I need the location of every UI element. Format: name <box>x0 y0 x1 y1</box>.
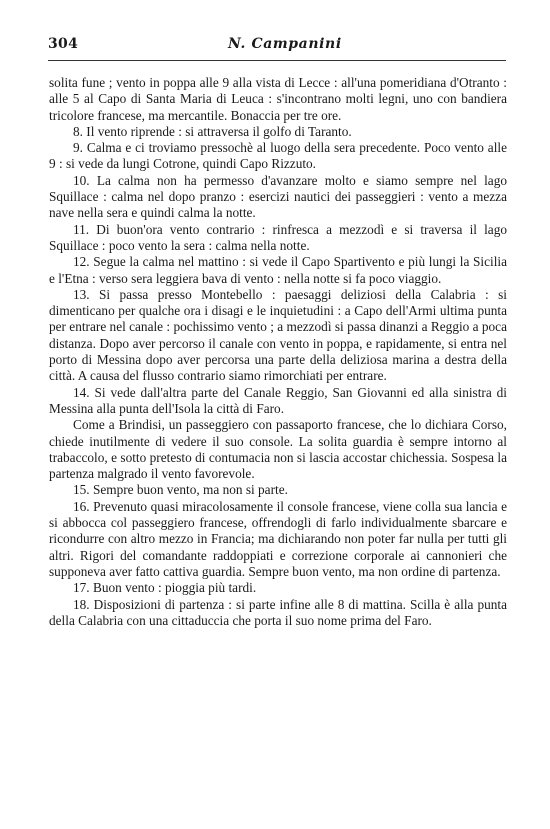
paragraph: Come a Brindisi, un passeggiero con passaporto francese, che lo dichiara Corso, chiede inutilmente di vedere il suo console. La solita guardia è sempre intorno al trabaccolo, e sotto pretesto di contumacia non si lascia accostar chichessia. Sospesa la partenza malgrado il vento favorevole. <box>49 417 507 482</box>
paragraph: 18. Disposizioni di partenza : si parte infine alle 8 di mattina. Scilla è alla punta della Calabria con una cittaduccia che porta il suo nome prima del Faro. <box>49 596 507 628</box>
paragraph: 11. Di buon'ora vento contrario : rinfresca a mezzodì e si traversa il lago Squillace : poco vento la sera : calma nella notte. <box>49 221 507 253</box>
paragraph: 14. Si vede dall'altra parte del Canale Reggio, San Giovanni ed alla sinistra di Messina alla punta dell'Isola la città di Faro. <box>49 384 507 416</box>
page-number: 304 <box>48 36 79 52</box>
paragraph: 8. Il vento riprende : si attraversa il golfo di Taranto. <box>73 123 352 139</box>
paragraph: 15. Sempre buon vento, ma non si parte. <box>73 482 288 498</box>
paragraph: 17. Buon vento : pioggia più tardi. <box>73 580 257 596</box>
paragraph: 10. La calma non ha permesso d'avanzare molto e siamo sempre nel lago Squillace : calma nel dopo pranzo : esercizi nautici dei passeggieri : vento a mezza nave nella sera e quindi calma la notte. <box>49 172 507 221</box>
paragraph: 12. Segue la calma nel mattino : si vede il Capo Spartivento e più lungi la Sicilia e l'Etna : verso sera leggiera bava di vento : nella notte si fa poco viaggio. <box>49 254 507 286</box>
paragraph: solita fune ; vento in poppa alle 9 alla vista di Lecce : all'una pomeridiana d'Otranto : alle 5 al Capo di Santa Maria di Leuca : s'incontrano molti legni, uno con bandiera tricolore francese, ma mercantile. Bonaccia per tre ore. <box>49 75 507 123</box>
body-text <box>49 75 507 629</box>
page-header <box>48 36 508 56</box>
header-rule <box>48 60 506 61</box>
paragraph: 16. Prevenuto quasi miracolosamente il console francese, viene colla sua lancia e si abbocca col passeggiero francese, offrendogli di farlo individualmente sbarcare e ricondurre con altro mezzo in Francia; ma dichiarando non poter far nulla per tutti gli altri. Rigori del comandante raddoppiati e correzione corporale ai cannonieri che supponeva aver fatto cattiva guardia. Sempre buon vento, ma non ordine di partenza. <box>49 498 507 579</box>
running-head: N. Campanini <box>228 36 342 52</box>
paragraph: 13. Si passa presso Montebello : paesaggi deliziosi della Calabria : si dimenticano per qualche ora i disagi e le inquietudini : a Capo dell'Armi ultima punta per entrare nel canale : pochissimo vento ; a mezzodì si passa dinanzi a Reggio a poca distanza. Dopo aver percorso il canale con vento in poppa, e rapidamente, si entra nel porto di Messina dopo aver percorsa una parte della deliziosa marina a destra della città. A causa del flusso contrario siamo rimorchiati per entrare. <box>49 286 507 384</box>
paragraph: 9. Calma e ci troviamo pressochè al luogo della sera precedente. Poco vento alle 9 : si vede da lungi Cotrone, quindi Capo Rizzuto. <box>49 140 507 172</box>
